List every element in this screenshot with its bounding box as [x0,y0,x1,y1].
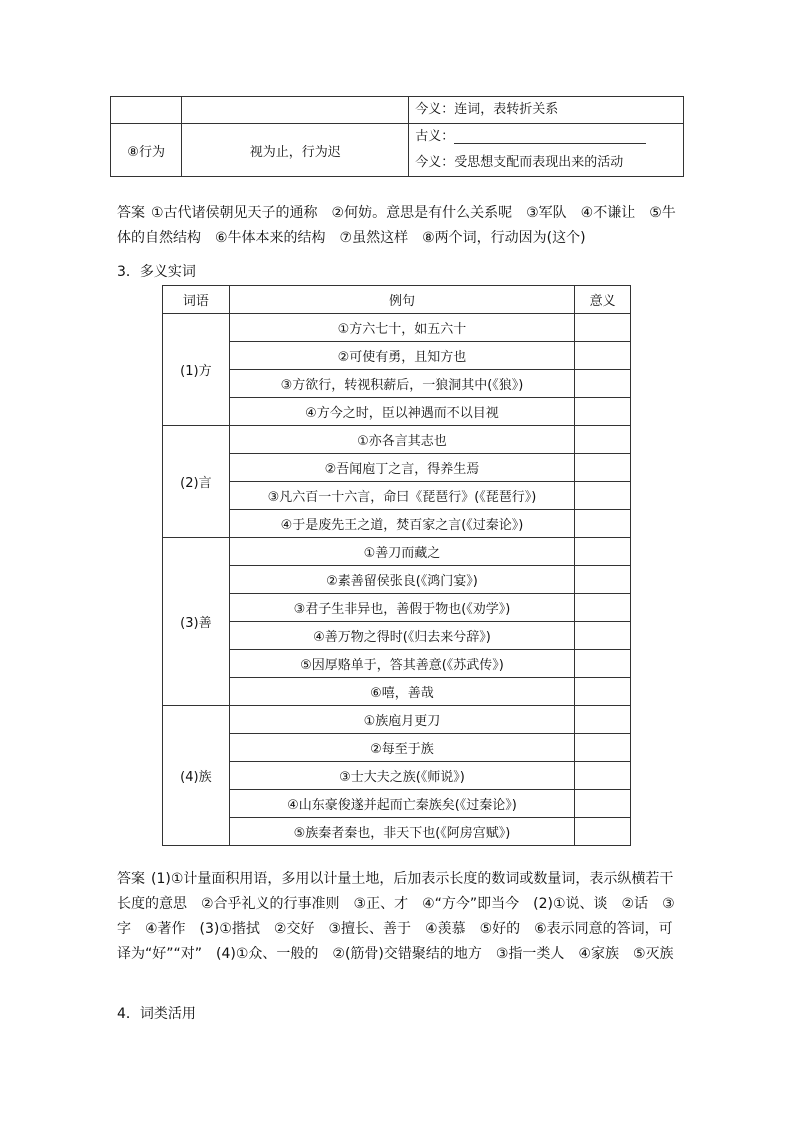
sentence-cell: ④山东豪俊遂并起而亡秦族矣(《过秦论》) [229,790,574,818]
meaning-blank[interactable] [575,454,631,482]
section-heading-4: 4．词类活用 [117,1006,196,1022]
sentence-cell: ②可使有勇，且知方也 [229,342,574,370]
table-row [163,370,631,398]
table-row [163,734,631,762]
meaning-blank[interactable] [575,566,631,594]
sentence-cell: ④于是废先王之道，焚百家之言(《过秦论》) [229,510,574,538]
header-word: 词语 [163,286,230,314]
table-row [163,818,631,846]
ancient-label: 古义： [415,129,455,144]
meaning-blank[interactable] [575,622,631,650]
table-row [111,97,684,124]
table-row [163,426,631,454]
meaning-blank[interactable] [575,342,631,370]
table-row [163,566,631,594]
word-cell: (4)族 [163,706,230,846]
sentence-cell: ③士大夫之族(《师说》) [229,762,574,790]
sentence-cell: ②每至于族 [229,734,574,762]
answer-text: ①古代诸侯朝见天子的通称 ②何妨。意思是有什么关系呢 ③军队 ④不谦让 ⑤牛体的自然结构 ⑥牛体本来的结构 ⑦虽然这样 ⑧两个词，行动因为(这个) [117,205,676,246]
sentence-cell: ①善刀而藏之 [229,538,574,566]
sentence-cell: ①亦各言其志也 [229,426,574,454]
word-cell: (2)言 [163,426,230,538]
meaning-blank[interactable] [575,426,631,454]
word-cell: ⑧行为 [111,124,182,177]
word-cell: (3)善 [163,538,230,706]
sentence-cell: ③方欲行，转视积薪后，一狼洞其中(《狼》) [229,370,574,398]
header-meaning: 意义 [575,286,631,314]
table-row [163,762,631,790]
table-row [163,398,631,426]
table-header-row [163,286,631,314]
answer-paragraph-2 [117,867,685,967]
table-row [163,594,631,622]
meaning-blank[interactable] [575,370,631,398]
meaning-blank[interactable] [575,482,631,510]
meaning-blank[interactable] [575,538,631,566]
table-row [163,314,631,342]
table-row [163,510,631,538]
answer-label: 答案 [117,205,145,221]
table-row [163,706,631,734]
table-row [163,622,631,650]
table-row [163,790,631,818]
meaning-cell [409,97,684,124]
meaning-blank[interactable] [575,762,631,790]
section-heading-3: 3．多义实词 [117,264,196,280]
modern-meaning: 今义：连词，表转折关系 [415,102,559,117]
sentence-cell: ⑤族秦者秦也，非天下也(《阿房宫赋》) [229,818,574,846]
sentence-cell: 视为止，行为迟 [182,124,409,177]
answer-blank[interactable] [454,129,646,144]
sentence-cell: ①方六七十，如五六十 [229,314,574,342]
sentence-cell: ⑥嘻，善哉 [229,678,574,706]
sentence-cell: ④善万物之得时(《归去来兮辞》) [229,622,574,650]
sentence-cell: ②素善留侯张良(《鸿门宴》) [229,566,574,594]
meaning-blank[interactable] [575,734,631,762]
meaning-blank[interactable] [575,314,631,342]
meaning-blank[interactable] [575,398,631,426]
meaning-blank[interactable] [575,678,631,706]
sentence-cell: ②吾闻庖丁之言，得养生焉 [229,454,574,482]
answer-text: (1)①计量面积用语，多用以计量土地，后加表示长度的数词或数量词，表示纵横若干长度的意思 ②合乎礼义的行事准则 ③正、才 ④“方今”即当今 (2)①说、谈 ②话 ③字 ④著作 (3)①揩拭 ②交好 ③擅长、善于 ④羡慕 ⑤好的 ⑥表示同意的答词，可译为“好”“对” (4)①众、一般的 ②(筋骨)交错聚结的地方 ③指一类人 ④家族 ⑤灭族 [117,871,675,962]
meaning-blank[interactable] [575,706,631,734]
answer-paragraph-1 [117,201,685,251]
sentence-cell: ④方今之时，臣以神遇而不以目视 [229,398,574,426]
word-cell: (1)方 [163,314,230,426]
multi-meaning-table [162,285,631,846]
table-row [111,124,684,177]
word-cell [111,97,182,124]
ancient-meaning [415,124,683,150]
sentence-cell: ①族庖月更刀 [229,706,574,734]
table-row [163,454,631,482]
table-row [163,342,631,370]
table-row [163,650,631,678]
meaning-blank[interactable] [575,818,631,846]
sentence-cell: ⑤因厚赂单于，答其善意(《苏武传》) [229,650,574,678]
sentence-cell: ③凡六百一十六言，命曰《琵琶行》(《琵琶行》) [229,482,574,510]
meaning-cell [409,124,684,177]
table-row [163,482,631,510]
table-row [163,678,631,706]
meaning-blank[interactable] [575,790,631,818]
table-row [163,538,631,566]
word-comparison-table [110,96,684,177]
sentence-cell [182,97,409,124]
modern-meaning: 今义：受思想支配而表现出来的活动 [415,155,624,170]
header-sentence: 例句 [229,286,574,314]
meaning-blank[interactable] [575,510,631,538]
meaning-blank[interactable] [575,650,631,678]
meaning-blank[interactable] [575,594,631,622]
answer-label: 答案 [117,871,145,887]
sentence-cell: ③君子生非异也，善假于物也(《劝学》) [229,594,574,622]
